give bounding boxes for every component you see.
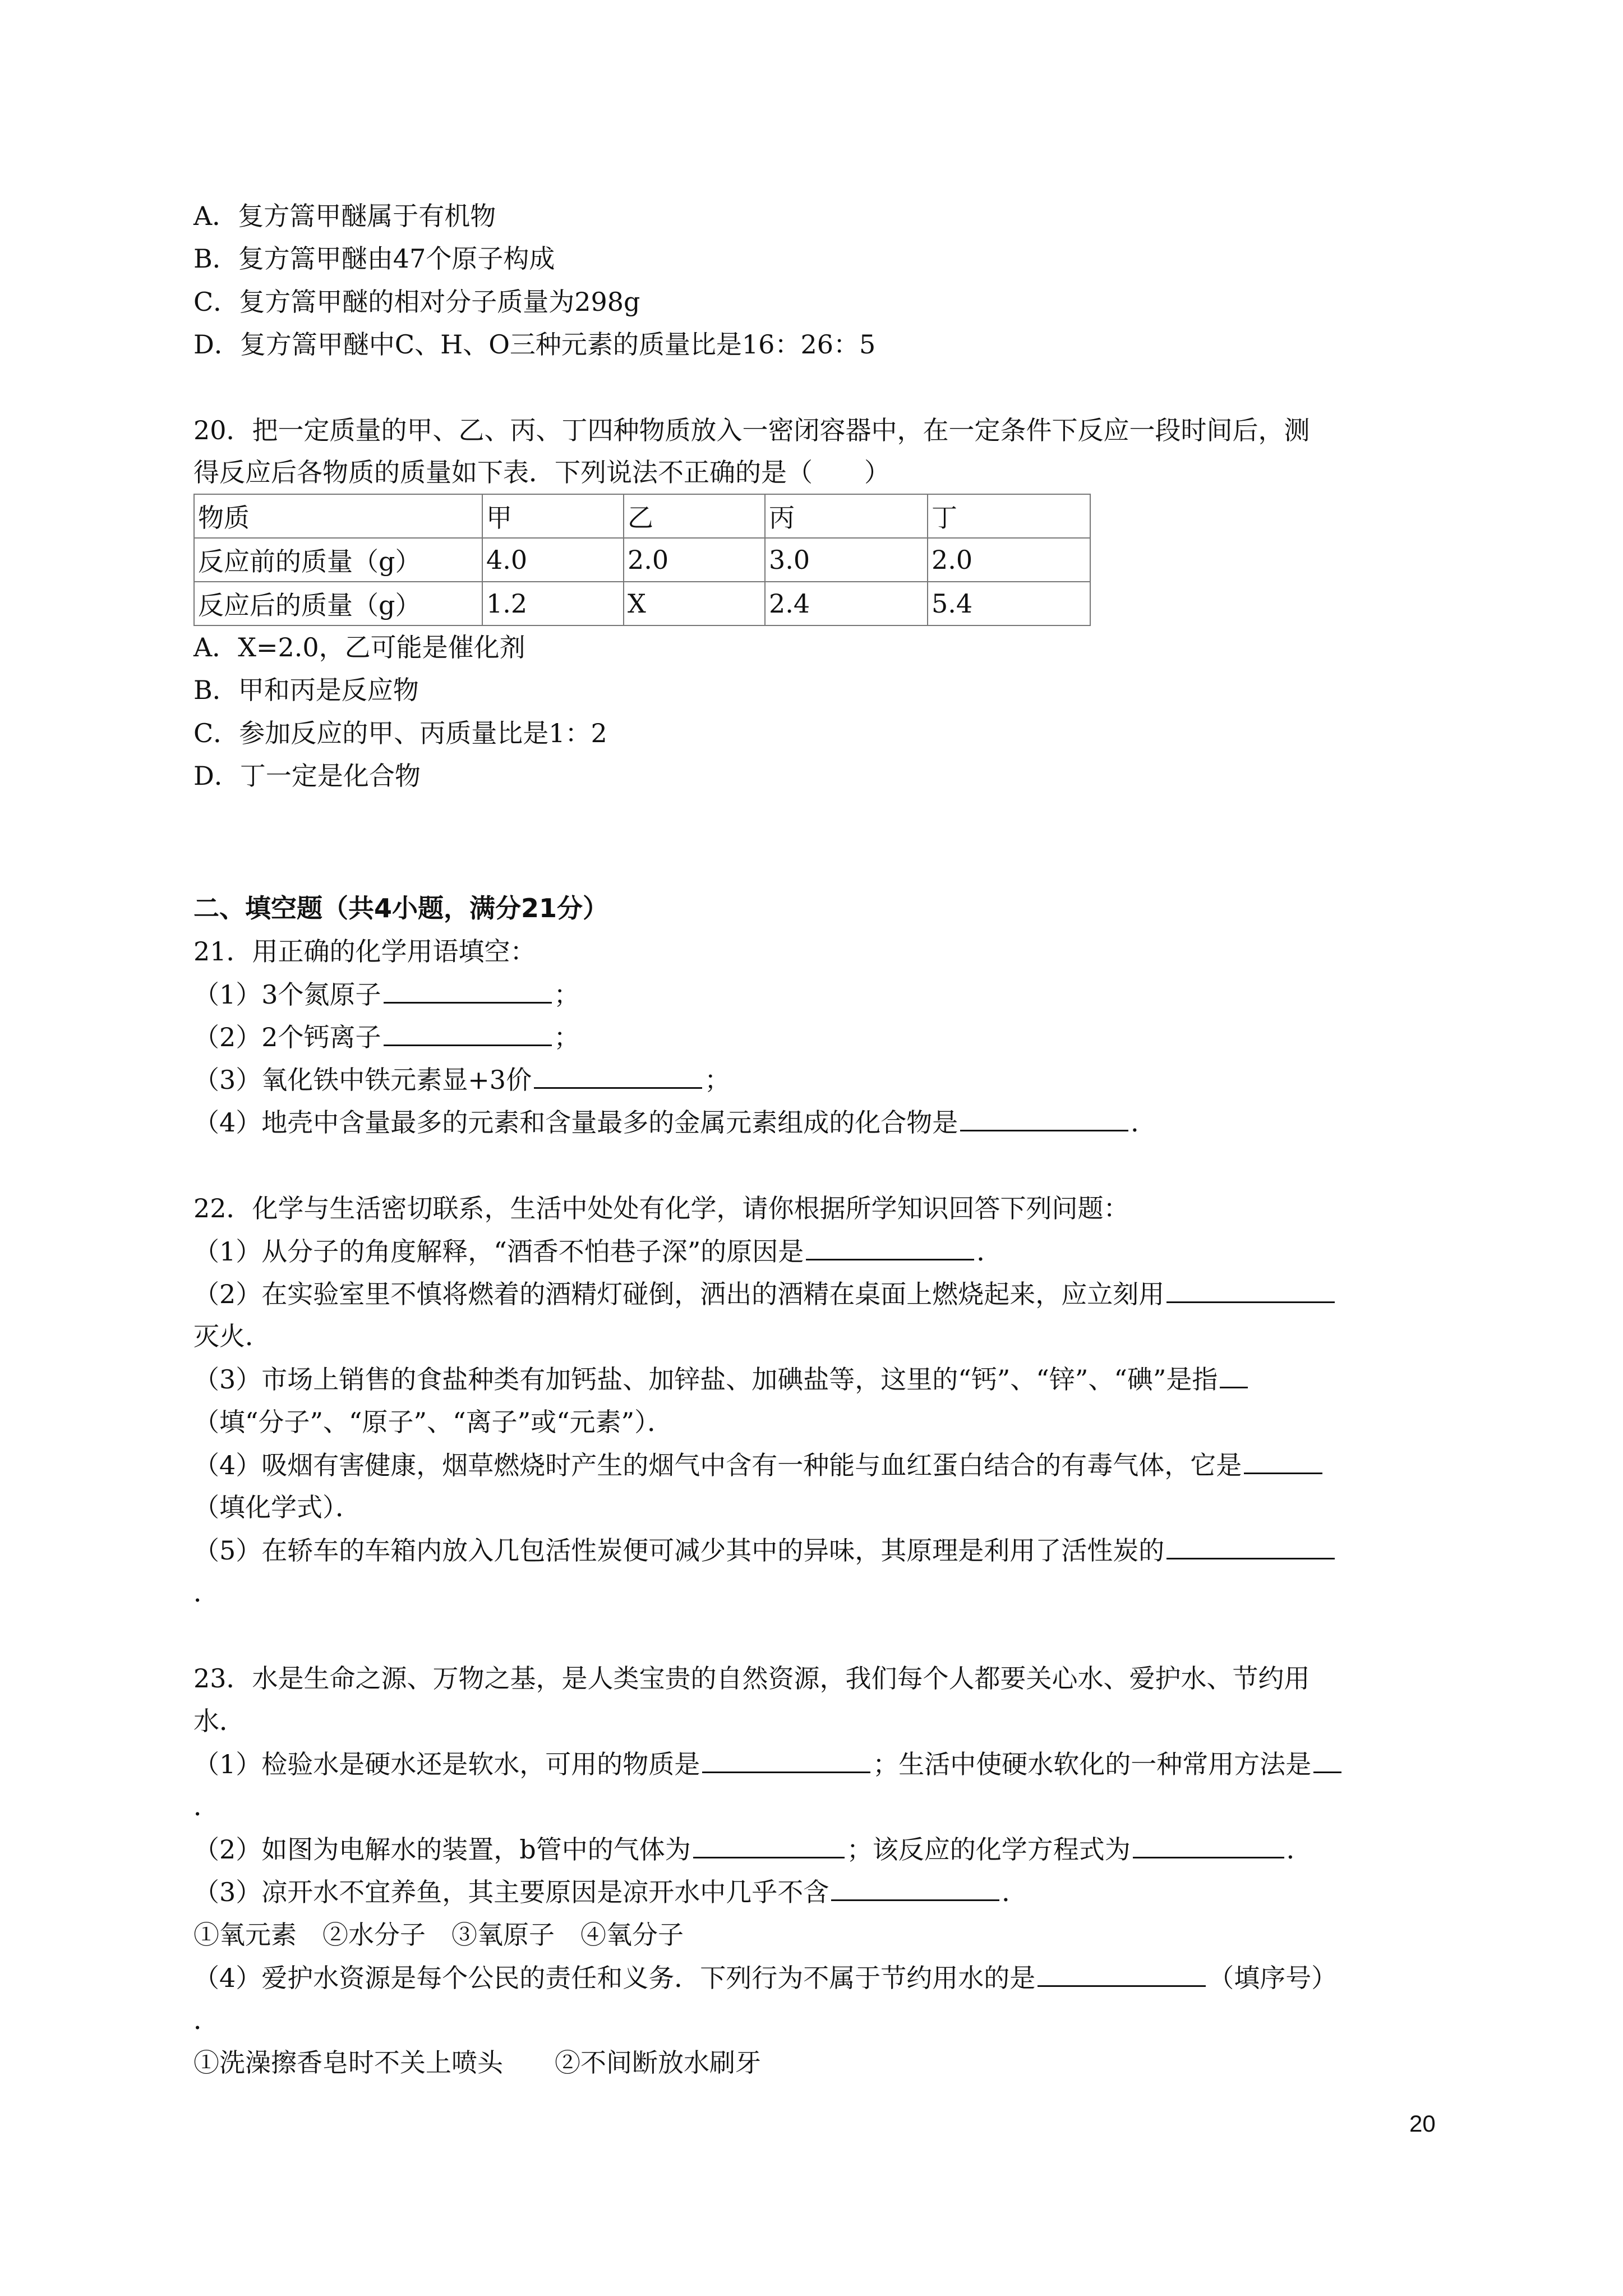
answer-blank[interactable] [1166, 1533, 1335, 1559]
answer-blank[interactable] [1133, 1832, 1284, 1858]
q21-item-3-end: ； [704, 1065, 731, 1095]
q21-item-1-end: ； [554, 979, 580, 1010]
table-cell: 甲 [482, 494, 624, 538]
q22-item-4-cont: （填化学式）． [193, 1492, 361, 1522]
q23-item-4 [193, 1961, 1337, 1995]
answer-blank[interactable] [534, 1062, 702, 1089]
q23-item-4-options: ①洗澡擦香皂时不关上喷头 ②不间断放水刷牙 [193, 2047, 761, 2078]
q21-item-3 [193, 1062, 730, 1097]
table-cell: X [624, 582, 765, 625]
q21-item-4 [193, 1105, 1156, 1139]
q23-item-3-end: ． [1002, 1877, 1028, 1907]
q23-item-2-end: ． [1286, 1834, 1312, 1865]
table-cell: 3.0 [765, 538, 928, 582]
q23-item-3-options: ①氧元素 ②水分子 ③氧原子 ④氧分子 [193, 1920, 684, 1950]
q21-item-2-end: ； [554, 1022, 580, 1052]
q21-item-2-text: （2）2个钙离子 [193, 1022, 381, 1052]
q20-table [193, 494, 1091, 626]
q22-item-4-text: （4）吸烟有害健康，烟草燃烧时产生的烟气中含有一种能与血红蛋白结合的有毒气体，它是 [193, 1450, 1242, 1480]
q22-item-3 [193, 1362, 1250, 1396]
table-cell: 丙 [765, 494, 928, 538]
q23-item-3 [193, 1875, 1027, 1909]
table-cell: 反应前的质量（g） [194, 538, 482, 582]
q22-item-3-text: （3）市场上销售的食盐种类有加钙盐、加锌盐、加碘盐等，这里的“钙”、“锌”、“碘”是指 [193, 1364, 1218, 1395]
q22-item-2-cont: 灭火． [193, 1321, 271, 1351]
answer-blank[interactable] [384, 977, 552, 1004]
q21-stem: 21．用正确的化学用语填空： [193, 936, 536, 967]
q21-item-4-end: ． [1131, 1107, 1157, 1138]
q21-item-3-text: （3）氧化铁中铁元素显+3价 [193, 1065, 532, 1095]
q19-option-b: B．复方篙甲醚由47个原子构成 [193, 243, 555, 274]
answer-blank[interactable] [1166, 1277, 1335, 1303]
q20-option-c: C．参加反应的甲、丙质量比是1：2 [193, 718, 607, 748]
table-cell: 2.0 [928, 538, 1090, 582]
answer-blank[interactable] [960, 1105, 1128, 1131]
answer-blank[interactable] [702, 1747, 870, 1773]
answer-blank[interactable] [806, 1234, 974, 1260]
q20-option-a: A．X=2.0，乙可能是催化剂 [193, 632, 525, 662]
q23-item-1 [193, 1747, 1344, 1781]
q19-option-d: D．复方篙甲醚中C、H、O三种元素的质量比是16：26：5 [193, 329, 876, 360]
q23-item-2-mid: ；该反应的化学方程式为 [846, 1834, 1131, 1865]
q22-item-5-cont: ． [193, 1577, 219, 1608]
q23-item-4-cont: ． [193, 2005, 219, 2035]
section-title: 二、填空题（共4小题，满分21分） [193, 893, 609, 923]
table-cell: 4.0 [482, 538, 624, 582]
q23-item-2-text: （2）如图为电解水的装置，b管中的气体为 [193, 1834, 691, 1865]
q21-item-1-text: （1）3个氮原子 [193, 979, 381, 1010]
answer-blank[interactable] [384, 1020, 552, 1046]
page-number: 20 [1409, 2110, 1436, 2137]
table-cell: 丁 [928, 494, 1090, 538]
q23-item-4-text: （4）爱护水资源是每个公民的责任和义务．下列行为不属于节约用水的是 [193, 1963, 1036, 1993]
answer-blank[interactable] [1313, 1747, 1341, 1773]
answer-blank[interactable] [1220, 1362, 1248, 1388]
table-cell: 反应后的质量（g） [194, 582, 482, 625]
q22-stem: 22．化学与生活密切联系，生活中处处有化学，请你根据所学知识回答下列问题： [193, 1193, 1129, 1223]
q19-option-c: C．复方篙甲醚的相对分子质量为298g [193, 287, 640, 317]
table-row [194, 582, 1090, 625]
q22-item-3-cont: （填“分子”、“原子”、“离子”或“元素”）． [193, 1407, 674, 1437]
q22-item-1 [193, 1234, 1002, 1268]
q23-stem-line1: 23．水是生命之源、万物之基，是人类宝贵的自然资源，我们每个人都要关心水、爱护水、节约用 [193, 1663, 1310, 1694]
q20-option-b: B．甲和丙是反应物 [193, 675, 419, 705]
q21-item-4-text: （4）地壳中含量最多的元素和含量最多的金属元素组成的化合物是 [193, 1107, 958, 1138]
q23-item-4-end: （填序号） [1208, 1963, 1338, 1993]
answer-blank[interactable] [1038, 1961, 1206, 1987]
q23-item-1-cont: ． [193, 1791, 219, 1821]
q23-item-1-text: （1）检验水是硬水还是软水，可用的物质是 [193, 1749, 700, 1779]
q21-item-2 [193, 1020, 580, 1054]
q22-item-2 [193, 1277, 1337, 1311]
table-cell: 5.4 [928, 582, 1090, 625]
q20-stem-line2: 得反应后各物质的质量如下表．下列说法不正确的是（ ） [193, 457, 890, 487]
q22-item-1-end: ． [976, 1236, 1003, 1267]
table-cell: 物质 [194, 494, 482, 538]
q22-item-5-text: （5）在轿车的车箱内放入几包活性炭便可减少其中的异味，其原理是利用了活性炭的 [193, 1535, 1165, 1566]
q23-stem-line2: 水． [193, 1706, 245, 1736]
q22-item-4 [193, 1448, 1325, 1482]
q22-item-5 [193, 1533, 1337, 1567]
table-row [194, 538, 1090, 582]
q23-item-3-text: （3）凉开水不宜养鱼，其主要原因是凉开水中几乎不含 [193, 1877, 829, 1907]
q22-item-2-text: （2）在实验室里不慎将燃着的酒精灯碰倒，洒出的酒精在桌面上燃烧起来，应立刻用 [193, 1279, 1165, 1309]
q19-option-a: A．复方篙甲醚属于有机物 [193, 201, 496, 231]
q20-stem-line1: 20．把一定质量的甲、乙、丙、丁四种物质放入一密闭容器中，在一定条件下反应一段时间后，测 [193, 415, 1310, 445]
q21-item-1 [193, 977, 580, 1011]
answer-blank[interactable] [693, 1832, 845, 1858]
q20-option-d: D．丁一定是化合物 [193, 761, 421, 791]
q22-item-1-text: （1）从分子的角度解释，“酒香不怕巷子深”的原因是 [193, 1236, 804, 1267]
table-cell: 1.2 [482, 582, 624, 625]
table-header-row [194, 494, 1090, 538]
q23-item-1-mid: ；生活中使硬水软化的一种常用方法是 [873, 1749, 1312, 1779]
table-cell: 2.0 [624, 538, 765, 582]
answer-blank[interactable] [831, 1875, 999, 1901]
q23-item-2 [193, 1832, 1312, 1866]
table-cell: 2.4 [765, 582, 928, 625]
answer-blank[interactable] [1244, 1448, 1322, 1474]
table-cell: 乙 [624, 494, 765, 538]
